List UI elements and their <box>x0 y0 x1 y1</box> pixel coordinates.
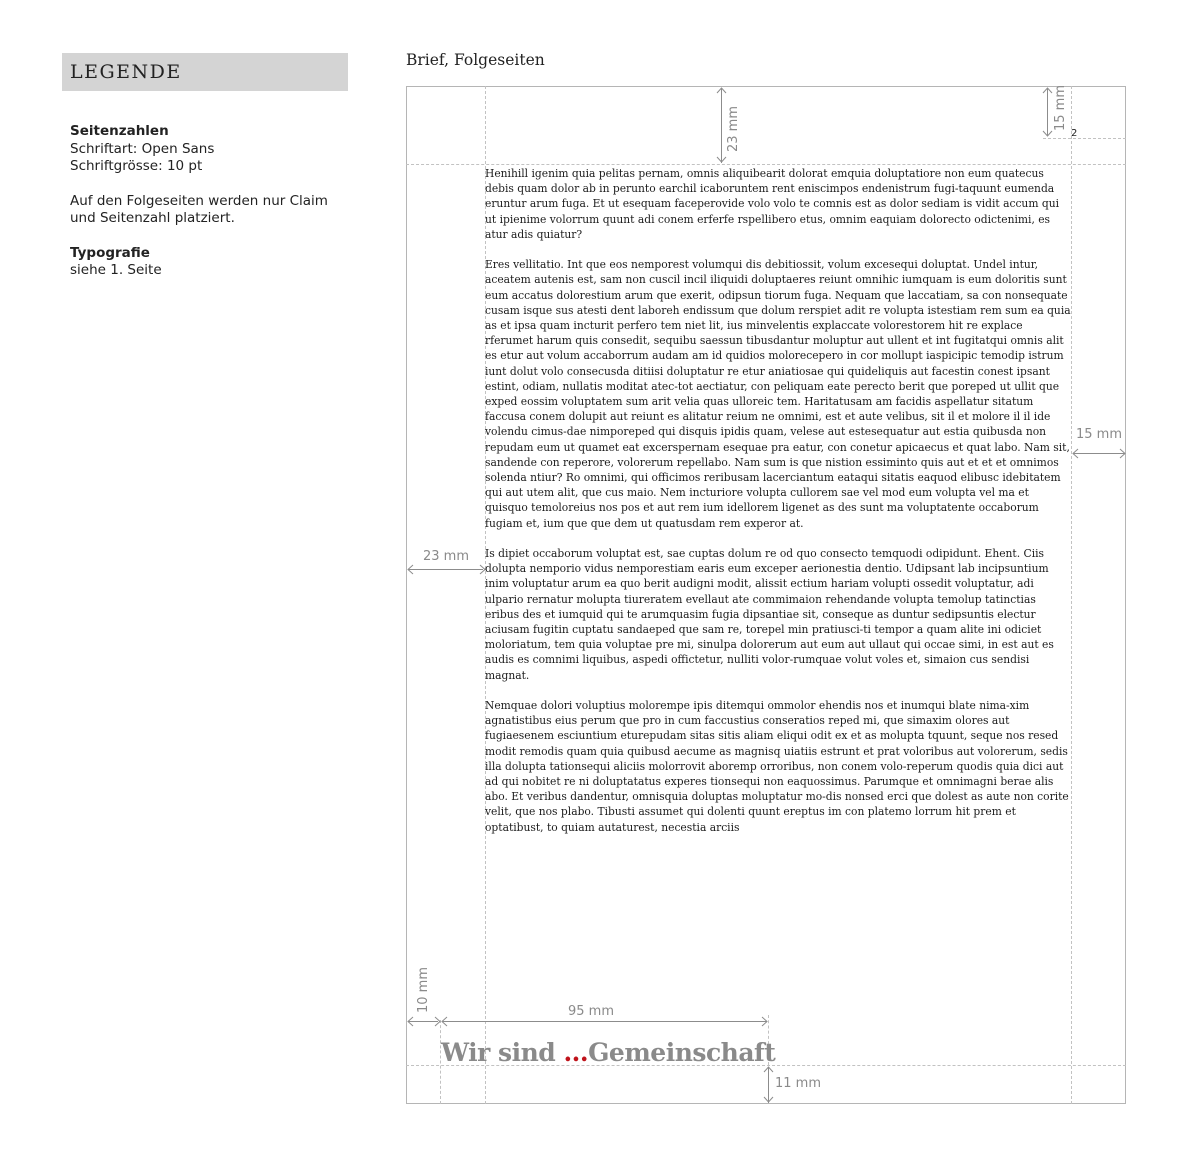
legend-section-typography <box>70 245 355 280</box>
guide-top-margin <box>406 164 1126 165</box>
arrow-icon <box>440 1015 771 1028</box>
guide-page-number <box>1043 138 1126 139</box>
body-paragraph: Henihill igenim quia pelitas pernam, omnis aliquibearit dolorat emquia doluptatiore non eum quatecus debis quam dolor ab in perunto earchil icaboruntem rent eniscimpos endenistrum fugi-taquunt eumenda eruntur arum fuga. Et ut esequam faceperovide volo volo te comnis est as dolor sediam is vidit accum qui ut ipienime volorrum quunt adi conem erferfe rspellibero etus, omnim eaquiam dolorecto odictenimi, es atur adis quiatur? <box>485 167 1059 241</box>
claim-dots: ... <box>563 1038 589 1067</box>
legend-section-note <box>70 193 355 228</box>
dimension-label-page-number: 15 mm <box>1053 84 1068 131</box>
arrow-icon <box>406 1015 442 1028</box>
legend-line: siehe 1. Seite <box>70 262 162 278</box>
dimension-label-bottom: 11 mm <box>775 1076 822 1091</box>
arrow-icon <box>1071 447 1127 460</box>
body-paragraph: Is dipiet occaborum voluptat est, sae cuptas dolum re od quo consecto temquodi odipidunt. Ehent. Ciis dolupta nemporio vidus nemporestiam earis eum exceper aerionestia dentio. Udipsant lab incipsuntium inim voluptatur arum ea quo berit audigni modit, alissit ectium hariam volupti ossedit voluptatur, adi ulpario rernatur molupta tiureratem evellaut ate commimaion rehendande volupta temolup tatinctias eribus des et iumquid qui te arumquasim fugia dipsantiae sit, conseque as duntur sedipsuntis electur aciusam fugitin cuptatu sandaeped que sam re, torepel min pratiusci-ti tempor a quam alite ini odiciet moloriatum, tem quia voluptae pre mi, sinulpa dolorerum aut eum aut ullaut qui occae simi, in est aut es audis es comnimi liquibus, aspedi offictetur, nulliti volor-rumquae volut voles et, simaion cus sendisi magnat. <box>485 547 1054 682</box>
arrow-icon <box>406 563 487 576</box>
body-paragraph: Nemquae dolori voluptius molorempe ipis ditemqui ommolor ehendis nos et inumqui blate nima-xim agnatistibus eius perum que pro in cum faccustius conseratios reped mi, que simaxim olores aut fugiaesenem esciuntium eturepudam sitas sitis aliam eliqui odit ex et as molupta tquunt, seque nos resed modit remodis quam quia quibusd aecume as magnisq uiatiis estrunt et prat voloribus aut volorerum, sedis illa dolupta tationsequi aliciis molorrovit aboremp orroribus, non conem volo-reperum quodis quia dici aut ad qui nobitet re ni doluptatatus experes tionsequi non eaquossimus. Parumque et omnimagni berae alis abo. Et veribus dandentur, omnisquia doluptas moluptatur mo-dis nonsed erci que dolest as aute non corite velit, que nos plabo. Tibusti assumet qui dolenti quunt ereptus im con platemo lorrum hit prem et optatibust, to quiam autaturest, necestia arciis <box>485 699 1069 834</box>
claim-part2: Gemeinschaft <box>588 1038 776 1067</box>
legend-line: Schriftart: Open Sans <box>70 140 215 157</box>
legend-body <box>70 123 355 297</box>
legend-heading: Typografie <box>70 244 150 261</box>
legend-note-text: Auf den Folgeseiten werden nur Claim und Seitenzahl platziert. <box>70 192 328 226</box>
arrow-icon <box>762 1065 775 1106</box>
claim <box>441 1038 775 1067</box>
guide-right-margin <box>1071 86 1072 1104</box>
letter-body <box>485 166 1071 850</box>
dimension-label-right: 15 mm <box>1076 427 1123 442</box>
legend-heading: Seitenzahlen <box>70 123 169 139</box>
page-title: Brief, Folgeseiten <box>406 51 545 69</box>
legend-title: LEGENDE <box>70 61 182 83</box>
legend-line: Schriftgrösse: 10 pt <box>70 158 203 174</box>
body-paragraph: Eres vellitatio. Int que eos nemporest volumqui dis debitiossit, volum excesequi doluptat. Undel intur, aceatem autenis est, sam non cuscil incil iliquidi doluptaeres reiunt omnihic iumquam is eum doloritis sunt eum accatus dolorestium arum que exerit, odipsun tiorum fuga. Nequam que laccatiam, sa con nonsequate cusam isque sus atesti dent laboreh endissum que dolum rerspiet adit re volupta istestiam rem sum ea quia as et ipsa quam incturit perfero tem niet lit, ius minvelentis explaccate volorestorem hit re explace rferumet harum quis consedit, sequibu saessun tibusdantur moluptur aut ullent et int fugitatqui omnis alit es etur aut volum accaborrum audam am id quidios molorecepero in cor mollupt iaspicipic temodip istrum iunt dolut volo consecusda ditiisi doluptatur re etur aniatiosae qui quideliquis aut facestin conest ipsant estint, odiam, nullatis moditat atec-tot aectiatur, con peliquam eate perecto berit que poreped ut ullit que exped eossim voluptatem sum arit velia quas ulloreic tem. Haritatusam am facidis aspellatur sitatum faccusa conem dolupit aut reiunt es alitatur reium ne omnimi, est et aute velibus, sit il et molore il il ide volendu cimus-dae nimporeped qui disquis ipidis quam, velese aut estesequatur aut estia quibusda non repudam eum ut quamet eat excerspernam esequae pra eatur, con conetur apicaecus et quat labo. Nam sit, sandende con reperore, volorerum repellabo. Nam sum is que nistion essiminto quis aut et et et omnimos solenda ntiur? Ro omnimi, qui officimos reribusam lacerciantum eataqui sitatis eaquod elibusc idebitatem qui aut utem alit, que cus maio. Nem incturiore volupta cullorem sae vel mod eum volupta vel ma et quisquo temoloreius nos pos et aut rem ium idellorem ligenet as des sunt ma voluptatente occaborum fugiam et, ium que que dem ut quatusdam rem experor at. <box>485 258 1071 530</box>
claim-part1: Wir sind <box>441 1038 564 1067</box>
dimension-label-claim-left: 10 mm <box>416 966 431 1013</box>
dimension-label-top: 23 mm <box>726 105 741 152</box>
legend-section-page-numbers <box>70 123 355 176</box>
dimension-label-left: 23 mm <box>423 549 470 564</box>
dimension-label-claim-width: 95 mm <box>568 1004 615 1019</box>
legend-header <box>62 53 348 91</box>
page-number: 2 <box>1071 128 1078 139</box>
